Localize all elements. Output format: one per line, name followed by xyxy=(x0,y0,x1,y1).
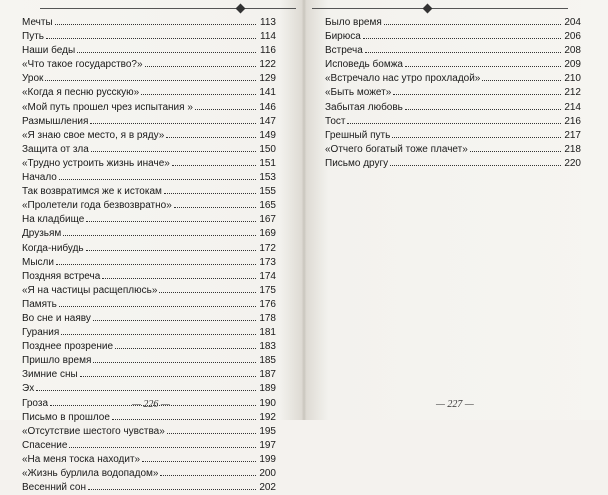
toc-entry-page: 114 xyxy=(260,31,276,43)
toc-entry xyxy=(22,242,276,256)
toc-entry-page: 208 xyxy=(564,45,581,57)
dot-leader xyxy=(405,58,561,67)
dot-leader xyxy=(59,298,256,307)
toc-entry-page: 155 xyxy=(259,186,276,198)
dot-leader xyxy=(86,242,256,251)
toc-entry xyxy=(22,354,276,368)
toc-entry-title: Пришло время xyxy=(22,355,92,367)
dot-leader xyxy=(59,171,256,180)
dot-leader xyxy=(141,86,256,95)
toc-entry-page: 185 xyxy=(259,355,276,367)
toc-entry xyxy=(22,340,276,354)
toc-entry-page: 216 xyxy=(564,115,581,127)
dot-leader xyxy=(145,58,256,67)
toc-entry-page: 200 xyxy=(259,468,276,479)
toc-entry-page: 197 xyxy=(259,439,276,451)
toc-entry-title: Урок xyxy=(22,73,44,85)
toc-entry xyxy=(325,72,581,86)
toc-entry xyxy=(22,16,276,30)
dot-leader xyxy=(88,481,256,490)
toc-entry-page: 192 xyxy=(259,411,276,423)
toc-entry-page: 172 xyxy=(259,242,276,254)
toc-entry-page: 141 xyxy=(259,87,276,99)
dot-leader xyxy=(80,368,256,377)
toc-entry-page: 187 xyxy=(259,369,276,381)
toc-entry xyxy=(22,270,276,284)
toc-entry-title: «Мой путь прошел чрез испытания » xyxy=(22,101,193,113)
toc-entry xyxy=(22,157,276,171)
dot-leader xyxy=(174,199,256,208)
dot-leader xyxy=(90,115,256,124)
toc-entry-title: Встреча xyxy=(325,45,363,57)
toc-entry xyxy=(22,284,276,298)
toc-entry-title: Путь xyxy=(22,31,44,43)
toc-entry-page: 116 xyxy=(260,45,276,57)
dot-leader xyxy=(36,382,256,391)
toc-entry-page: 199 xyxy=(259,453,276,465)
toc-entry-title: Друзьям xyxy=(22,228,62,240)
diamond-ornament-icon xyxy=(423,4,433,14)
dot-leader xyxy=(115,340,256,349)
toc-entry-page: 183 xyxy=(259,341,276,353)
dot-leader xyxy=(61,326,256,335)
dot-leader xyxy=(55,16,256,25)
toc-entry-page: 212 xyxy=(564,87,581,99)
toc-entry xyxy=(22,425,276,439)
toc-entry-title: «Жизнь бурлила водопадом» xyxy=(22,468,159,479)
toc-entry-title: Мысли xyxy=(22,256,54,268)
toc-entry xyxy=(22,326,276,340)
toc-entry-title: «Трудно устроить жизнь иначе» xyxy=(22,157,170,169)
toc-entry-page: 174 xyxy=(259,270,276,282)
toc-entry-title: Гроза xyxy=(22,397,49,409)
toc-entry-page: 220 xyxy=(564,157,581,169)
toc-entry xyxy=(325,44,581,58)
toc-entry-title: Зимние сны xyxy=(22,369,78,381)
toc-entry-title: «Отчего богатый тоже плачет» xyxy=(325,143,468,155)
dot-leader xyxy=(405,101,561,110)
toc-entry-title: Весенний сон xyxy=(22,482,86,494)
toc-entry-page: 151 xyxy=(259,157,276,169)
page-number: — 226 — xyxy=(132,399,170,410)
toc-entry xyxy=(22,44,276,58)
dot-leader xyxy=(167,425,256,434)
header-rule xyxy=(40,8,296,9)
diamond-ornament-icon xyxy=(236,4,246,14)
toc-entry-page: 210 xyxy=(564,73,581,85)
toc-entry-page: 147 xyxy=(259,115,276,127)
toc-entry-title: Наши беды xyxy=(22,45,76,57)
toc-entry-title: «Когда я песню русскую» xyxy=(22,87,140,99)
toc-entry xyxy=(22,199,276,213)
toc-entry-title: «Что такое государство?» xyxy=(22,59,143,71)
toc-entry xyxy=(325,58,581,72)
dot-leader xyxy=(365,44,561,53)
dot-leader xyxy=(347,115,561,124)
toc-entry-title: Исповедь бомжа xyxy=(325,59,403,71)
toc-entry-title: Было время xyxy=(325,17,382,28)
toc-entry xyxy=(22,171,276,185)
page-number: — 227 — xyxy=(436,399,474,410)
dot-leader xyxy=(45,72,256,81)
toc-entry-title: «Отсутствие шестого чувства» xyxy=(22,425,165,437)
toc-entry-page: 146 xyxy=(259,101,276,113)
toc-entry-title: Во сне и наяву xyxy=(22,312,91,324)
toc-entry xyxy=(22,129,276,143)
toc-entry xyxy=(325,101,581,115)
right-page xyxy=(304,0,608,420)
toc-entry-page: 189 xyxy=(259,383,276,395)
dot-leader xyxy=(363,30,561,39)
dot-leader xyxy=(91,143,256,152)
dot-leader xyxy=(93,312,256,321)
table-of-contents-right xyxy=(325,16,581,171)
dot-leader xyxy=(69,439,256,448)
toc-entry xyxy=(325,16,581,30)
toc-entry-page: 165 xyxy=(259,200,276,212)
toc-entry-title: «Встречало нас утро прохладой» xyxy=(325,73,481,85)
dot-leader xyxy=(142,453,256,462)
toc-entry xyxy=(22,453,276,467)
toc-entry xyxy=(325,86,581,100)
left-page xyxy=(0,0,304,494)
dot-leader xyxy=(63,227,256,236)
toc-entry-title: «Я знаю свое место, я в ряду» xyxy=(22,129,165,141)
toc-entry-title: Когда-нибудь xyxy=(22,242,84,254)
dot-leader xyxy=(164,185,256,194)
dot-leader xyxy=(392,129,561,138)
dot-leader xyxy=(195,101,256,110)
dot-leader xyxy=(56,256,256,265)
dot-leader xyxy=(112,411,256,420)
dot-leader xyxy=(86,213,256,222)
toc-entry-page: 122 xyxy=(259,59,276,71)
toc-entry-title: Гурания xyxy=(22,327,60,339)
toc-entry-title: Письмо другу xyxy=(325,157,389,169)
toc-entry xyxy=(22,86,276,100)
table-of-contents-left xyxy=(22,16,276,495)
toc-entry xyxy=(22,382,276,396)
toc-entry-title: «На меня тоска находит» xyxy=(22,453,141,465)
toc-entry-page: 195 xyxy=(259,425,276,437)
toc-entry xyxy=(22,368,276,382)
toc-entry-page: 169 xyxy=(259,228,276,240)
toc-entry-title: Эх xyxy=(22,383,35,395)
toc-entry-page: 214 xyxy=(564,101,581,113)
toc-entry-title: Грешный путь xyxy=(325,129,391,141)
toc-entry xyxy=(22,256,276,270)
toc-entry xyxy=(325,157,581,171)
toc-entry-title: Бирюса xyxy=(325,31,361,43)
dot-leader xyxy=(172,157,256,166)
dot-leader xyxy=(159,284,256,293)
toc-entry-title: Позднее прозрение xyxy=(22,341,114,353)
toc-entry-page: 202 xyxy=(259,482,276,494)
header-rule xyxy=(312,8,568,9)
toc-entry xyxy=(22,143,276,157)
dot-leader xyxy=(102,270,256,279)
toc-entry xyxy=(22,58,276,72)
toc-entry xyxy=(22,439,276,453)
toc-entry xyxy=(22,72,276,86)
toc-entry-page: 206 xyxy=(564,31,581,43)
toc-entry-title: «Я на частицы расщеплюсь» xyxy=(22,284,158,296)
toc-entry-title: «Пролетели года безвозвратно» xyxy=(22,200,172,212)
toc-entry-page: 175 xyxy=(259,284,276,296)
toc-entry xyxy=(22,411,276,425)
dot-leader xyxy=(46,30,256,39)
toc-entry-title: Поздняя встреча xyxy=(22,270,101,282)
toc-entry-page: 167 xyxy=(259,214,276,226)
toc-entry xyxy=(325,129,581,143)
dot-leader xyxy=(93,354,256,363)
toc-entry-title: Защита от зла xyxy=(22,143,89,155)
toc-entry xyxy=(22,185,276,199)
toc-entry xyxy=(325,143,581,157)
toc-entry xyxy=(325,30,581,44)
toc-entry xyxy=(22,101,276,115)
toc-entry-page: 209 xyxy=(564,59,581,71)
toc-entry xyxy=(325,115,581,129)
toc-entry xyxy=(22,213,276,227)
toc-entry-page: 129 xyxy=(259,73,276,85)
toc-entry xyxy=(22,227,276,241)
toc-entry-title: Начало xyxy=(22,172,57,184)
toc-entry-page: 173 xyxy=(259,256,276,268)
toc-entry-page: 149 xyxy=(259,129,276,141)
toc-entry-page: 204 xyxy=(564,17,581,28)
toc-entry xyxy=(22,30,276,44)
toc-entry-page: 178 xyxy=(259,312,276,324)
toc-entry-page: 218 xyxy=(564,143,581,155)
toc-entry-page: 113 xyxy=(260,17,276,28)
toc-entry-title: Память xyxy=(22,298,57,310)
toc-entry-page: 153 xyxy=(259,172,276,184)
toc-entry-title: Спасение xyxy=(22,439,68,451)
toc-entry-title: Размышления xyxy=(22,115,89,127)
toc-entry-page: 217 xyxy=(564,129,581,141)
dot-leader xyxy=(482,72,561,81)
dot-leader xyxy=(470,143,561,152)
toc-entry-title: «Быть может» xyxy=(325,87,392,99)
toc-entry-page: 181 xyxy=(259,327,276,339)
toc-entry-page: 190 xyxy=(259,397,276,409)
dot-leader xyxy=(390,157,561,166)
toc-entry xyxy=(22,312,276,326)
toc-entry xyxy=(22,115,276,129)
dot-leader xyxy=(384,16,561,25)
toc-entry-title: На кладбище xyxy=(22,214,85,226)
dot-leader xyxy=(77,44,256,53)
toc-entry-title: Мечты xyxy=(22,17,53,28)
toc-entry-title: Забытая любовь xyxy=(325,101,403,113)
toc-entry-page: 176 xyxy=(259,298,276,310)
toc-entry-title: Тост xyxy=(325,115,346,127)
toc-entry xyxy=(22,467,276,481)
toc-entry xyxy=(22,298,276,312)
toc-entry-page: 150 xyxy=(259,143,276,155)
toc-entry-title: Письмо в прошлое xyxy=(22,411,110,423)
dot-leader xyxy=(160,467,256,476)
dot-leader xyxy=(393,86,561,95)
toc-entry-title: Так возвратимся же к истокам xyxy=(22,186,162,198)
dot-leader xyxy=(166,129,256,138)
toc-entry xyxy=(22,481,276,495)
